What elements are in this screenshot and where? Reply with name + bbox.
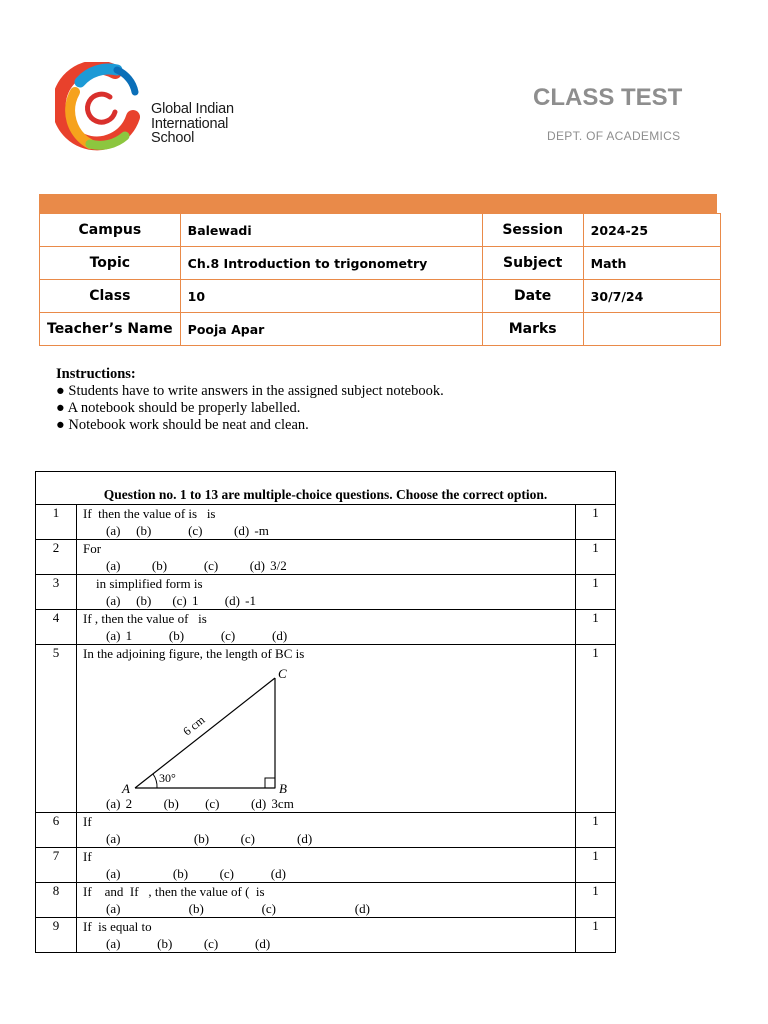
- department-label: DEPT. OF ACADEMICS: [547, 129, 681, 143]
- hypotenuse-label: 6 cm: [180, 712, 208, 739]
- school-line-3: School: [151, 130, 195, 146]
- question-number: 7: [36, 848, 77, 883]
- question-text: If is equal to: [83, 919, 152, 934]
- instruction-item: ● Notebook work should be neat and clean.: [56, 417, 309, 433]
- question-row: [36, 883, 616, 918]
- question-marks: 1: [576, 645, 616, 813]
- question-text: In the adjoining figure, the length of BC is: [83, 646, 305, 661]
- teacher-value: Pooja Apar: [180, 313, 482, 346]
- question-text: If: [83, 814, 92, 829]
- vertex-b-label: B: [279, 781, 287, 795]
- question-marks: 1: [576, 918, 616, 953]
- question-options: (a) (b) (c) (d): [106, 866, 286, 881]
- question-row: [36, 540, 616, 575]
- vertex-c-label: C: [278, 666, 287, 681]
- session-label: Session: [482, 214, 583, 247]
- question-marks: 1: [576, 505, 616, 540]
- session-value: 2024-25: [583, 214, 720, 247]
- angle-label: 30°: [159, 771, 176, 785]
- question-number: 6: [36, 813, 77, 848]
- question-row: [36, 575, 616, 610]
- question-marks: 1: [576, 883, 616, 918]
- topic-label: Topic: [40, 247, 181, 280]
- date-label: Date: [482, 280, 583, 313]
- question-row: [36, 848, 616, 883]
- subject-value: Math: [583, 247, 720, 280]
- question-options: (a) (b) (c) (d) 3/2: [106, 558, 287, 573]
- subject-label: Subject: [482, 247, 583, 280]
- question-marks: 1: [576, 575, 616, 610]
- question-number: 9: [36, 918, 77, 953]
- marks-value: [583, 313, 720, 346]
- question-row: [36, 813, 616, 848]
- school-logo: [55, 62, 145, 152]
- school-line-1: Global Indian: [151, 101, 234, 117]
- instruction-item: ● Students have to write answers in the assigned subject notebook.: [56, 383, 444, 399]
- question-text: If then the value of is is: [83, 506, 216, 521]
- question-row: [36, 918, 616, 953]
- question-number: 1: [36, 505, 77, 540]
- question-text: If , then the value of is: [83, 611, 207, 626]
- instructions-heading: Instructions:: [56, 366, 136, 382]
- question-marks: 1: [576, 813, 616, 848]
- question-number: 4: [36, 610, 77, 645]
- campus-value: Balewadi: [180, 214, 482, 247]
- topic-value: Ch.8 Introduction to trigonometry: [180, 247, 482, 280]
- question-options: (a) 1 (b) (c) (d): [106, 628, 288, 643]
- question-options: (a) (b) (c) (d) -m: [106, 523, 269, 538]
- question-row: [36, 505, 616, 540]
- question-text: If and If , then the value of ( is: [83, 884, 265, 899]
- school-line-2: International: [151, 115, 229, 132]
- question-row: [36, 610, 616, 645]
- question-number: 2: [36, 540, 77, 575]
- question-options: (a) (b) (c) (d): [106, 901, 370, 916]
- vertex-a-label: A: [122, 781, 130, 795]
- question-marks: 1: [576, 540, 616, 575]
- question-options: (a) 2 (b) (c) (d) 3cm: [106, 796, 294, 811]
- question-marks: 1: [576, 848, 616, 883]
- school-name: [151, 102, 234, 146]
- questions-table: [35, 471, 616, 953]
- question-text: For: [83, 541, 102, 556]
- page-title: CLASS TEST: [533, 84, 683, 111]
- class-value: 10: [180, 280, 482, 313]
- marks-label: Marks: [482, 313, 583, 346]
- question-options: (a) (b) (c) (d): [106, 831, 313, 846]
- questions-heading: Question no. 1 to 13 are multiple-choice questions. Choose the correct option.: [36, 472, 616, 505]
- question-marks: 1: [576, 610, 616, 645]
- class-label: Class: [40, 280, 181, 313]
- date-value: 30/7/24: [583, 280, 720, 313]
- question-number: 8: [36, 883, 77, 918]
- teacher-label: Teacher’s Name: [40, 313, 181, 346]
- question-options: (a) (b) (c) 1 (d) -1: [106, 593, 257, 608]
- question-options: (a) (b) (c) (d): [106, 936, 271, 951]
- question-row: [36, 645, 616, 813]
- info-header-bar: [39, 194, 717, 213]
- question-number: 5: [36, 645, 77, 813]
- instruction-item: ● A notebook should be properly labelled.: [56, 400, 301, 416]
- question-text: in simplified form is: [83, 576, 203, 591]
- triangle-figure: [115, 662, 385, 795]
- instructions: [56, 366, 444, 434]
- info-table: [39, 213, 721, 346]
- campus-label: Campus: [40, 214, 181, 247]
- question-number: 3: [36, 575, 77, 610]
- question-text: If: [83, 849, 92, 864]
